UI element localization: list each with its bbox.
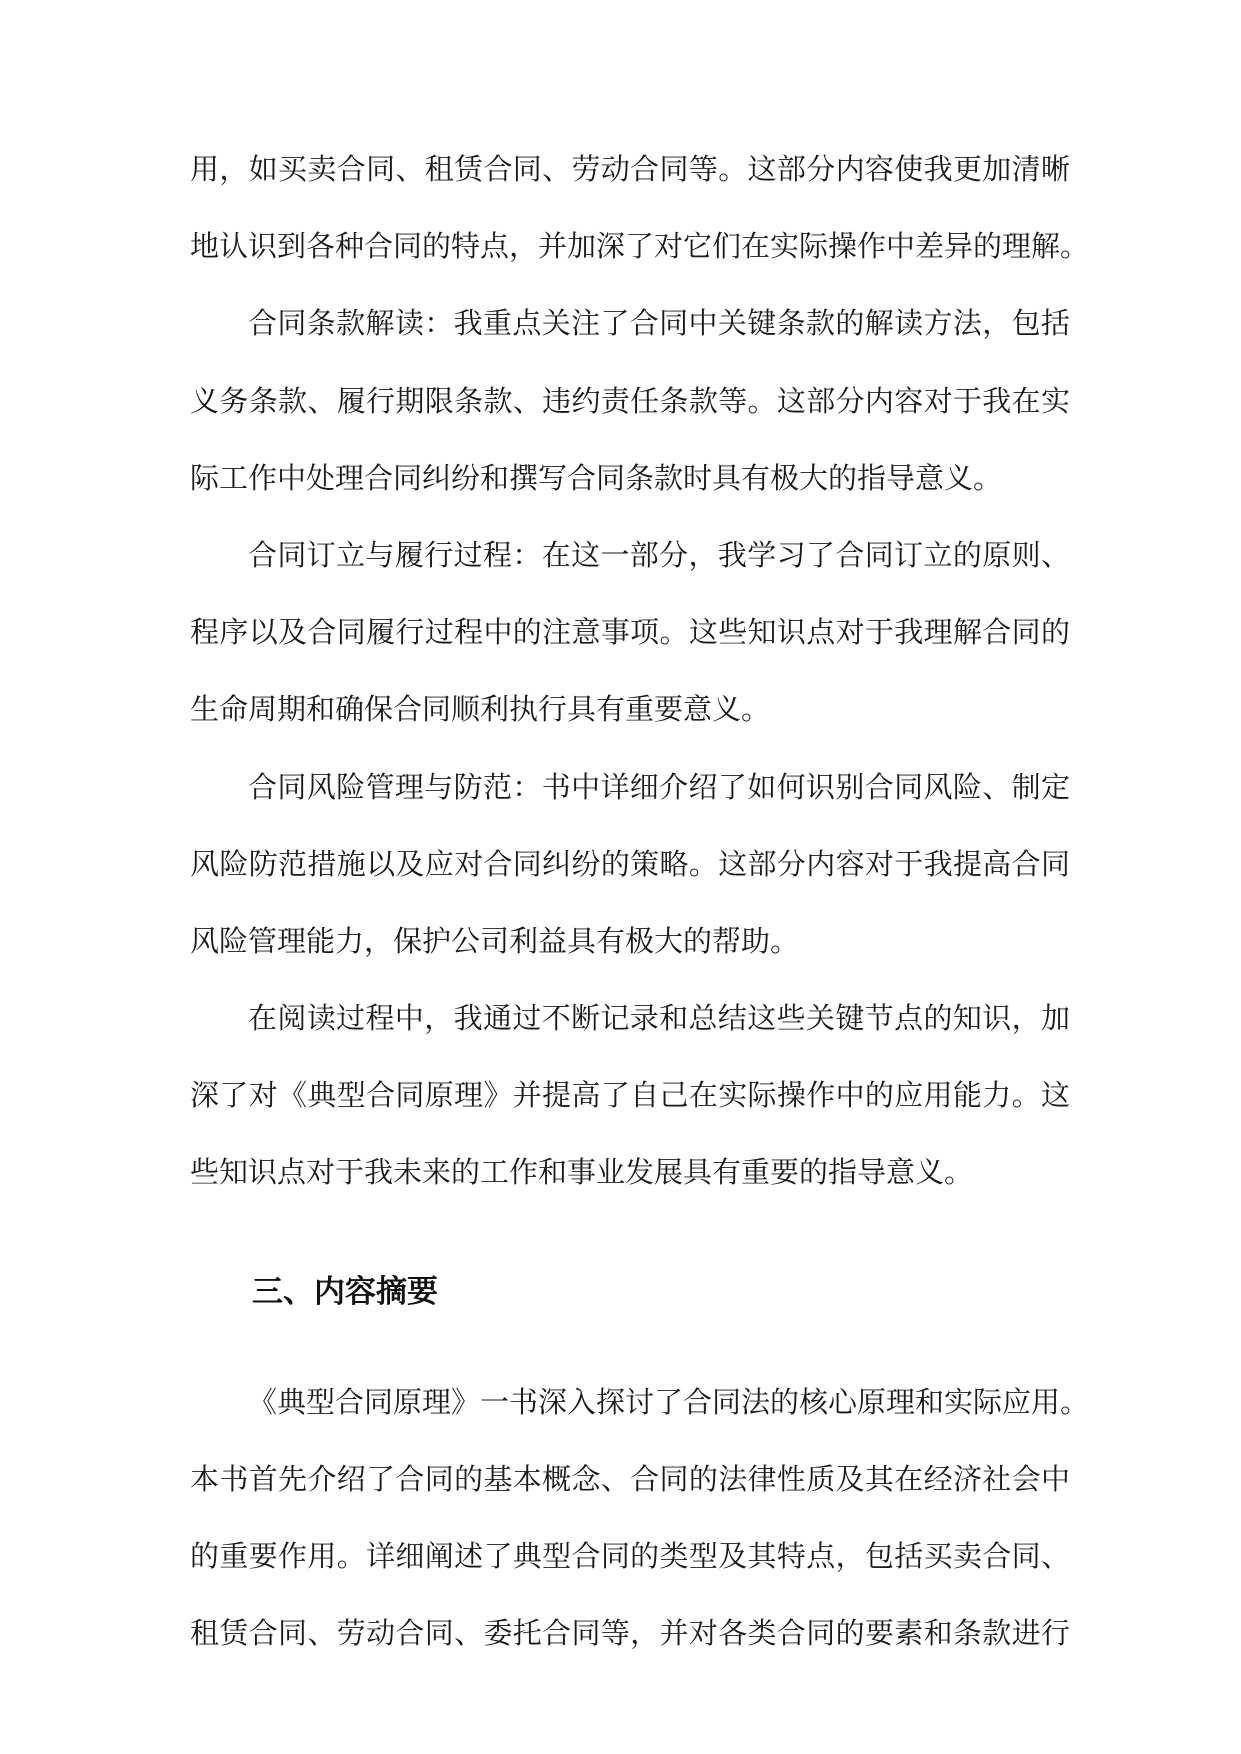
paragraph-last-line: 风险管理能力，保护公司利益具有极大的帮助。	[190, 923, 800, 958]
document-body	[190, 143, 1090, 1684]
paragraph-last-line: 生命周期和确保合同顺利执行具有重要意义。	[190, 692, 771, 727]
paragraph-first-line: 在阅读过程中，我通过不断记录和总结这些关键节点的知识，加	[248, 1001, 1070, 1036]
text-line: 深了对《典型合同原理》并提高了自己在实际操作中的应用能力。这	[190, 1078, 1070, 1113]
paragraph-first-line: 合同风险管理与防范：书中详细介绍了如何识别合同风险、制定	[248, 769, 1070, 804]
text-line: 的重要作用。详细阐述了典型合同的类型及其特点，包括买卖合同、	[190, 1539, 1070, 1573]
text-line: 地认识到各种合同的特点，并加深了对它们在实际操作中差异的理解。	[190, 229, 1090, 264]
paragraph-first-line: 《典型合同原理》一书深入探讨了合同法的核心原理和实际应用。	[248, 1384, 1090, 1419]
text-line: 用，如买卖合同、租赁合同、劳动合同等。这部分内容使我更加清晰	[190, 152, 1070, 186]
text-line: 义务条款、履行期限条款、违约责任条款等。这部分内容对于我在实	[190, 383, 1070, 418]
paragraph-last-line: 些知识点对于我未来的工作和事业发展具有重要的指导意义。	[190, 1155, 974, 1190]
text-line: 风险防范措施以及应对合同纠纷的策略。这部分内容对于我提高合同	[190, 846, 1070, 881]
paragraph-last-line: 际工作中处理合同纠纷和撰写合同条款时具有极大的指导意义。	[190, 460, 1003, 495]
paragraph-first-line: 合同条款解读：我重点关注了合同中关键条款的解读方法，包括	[248, 306, 1070, 341]
text-line: 本书首先介绍了合同的基本概念、合同的法律性质及其在经济社会中	[190, 1461, 1070, 1496]
section-heading: 三、内容摘要	[252, 1273, 438, 1310]
paragraph-first-line: 合同订立与履行过程：在这一部分，我学习了合同订立的原则、	[248, 537, 1070, 572]
text-line: 租赁合同、劳动合同、委托合同等，并对各类合同的要素和条款进行	[190, 1616, 1070, 1651]
text-line: 程序以及合同履行过程中的注意事项。这些知识点对于我理解合同的	[190, 615, 1070, 650]
